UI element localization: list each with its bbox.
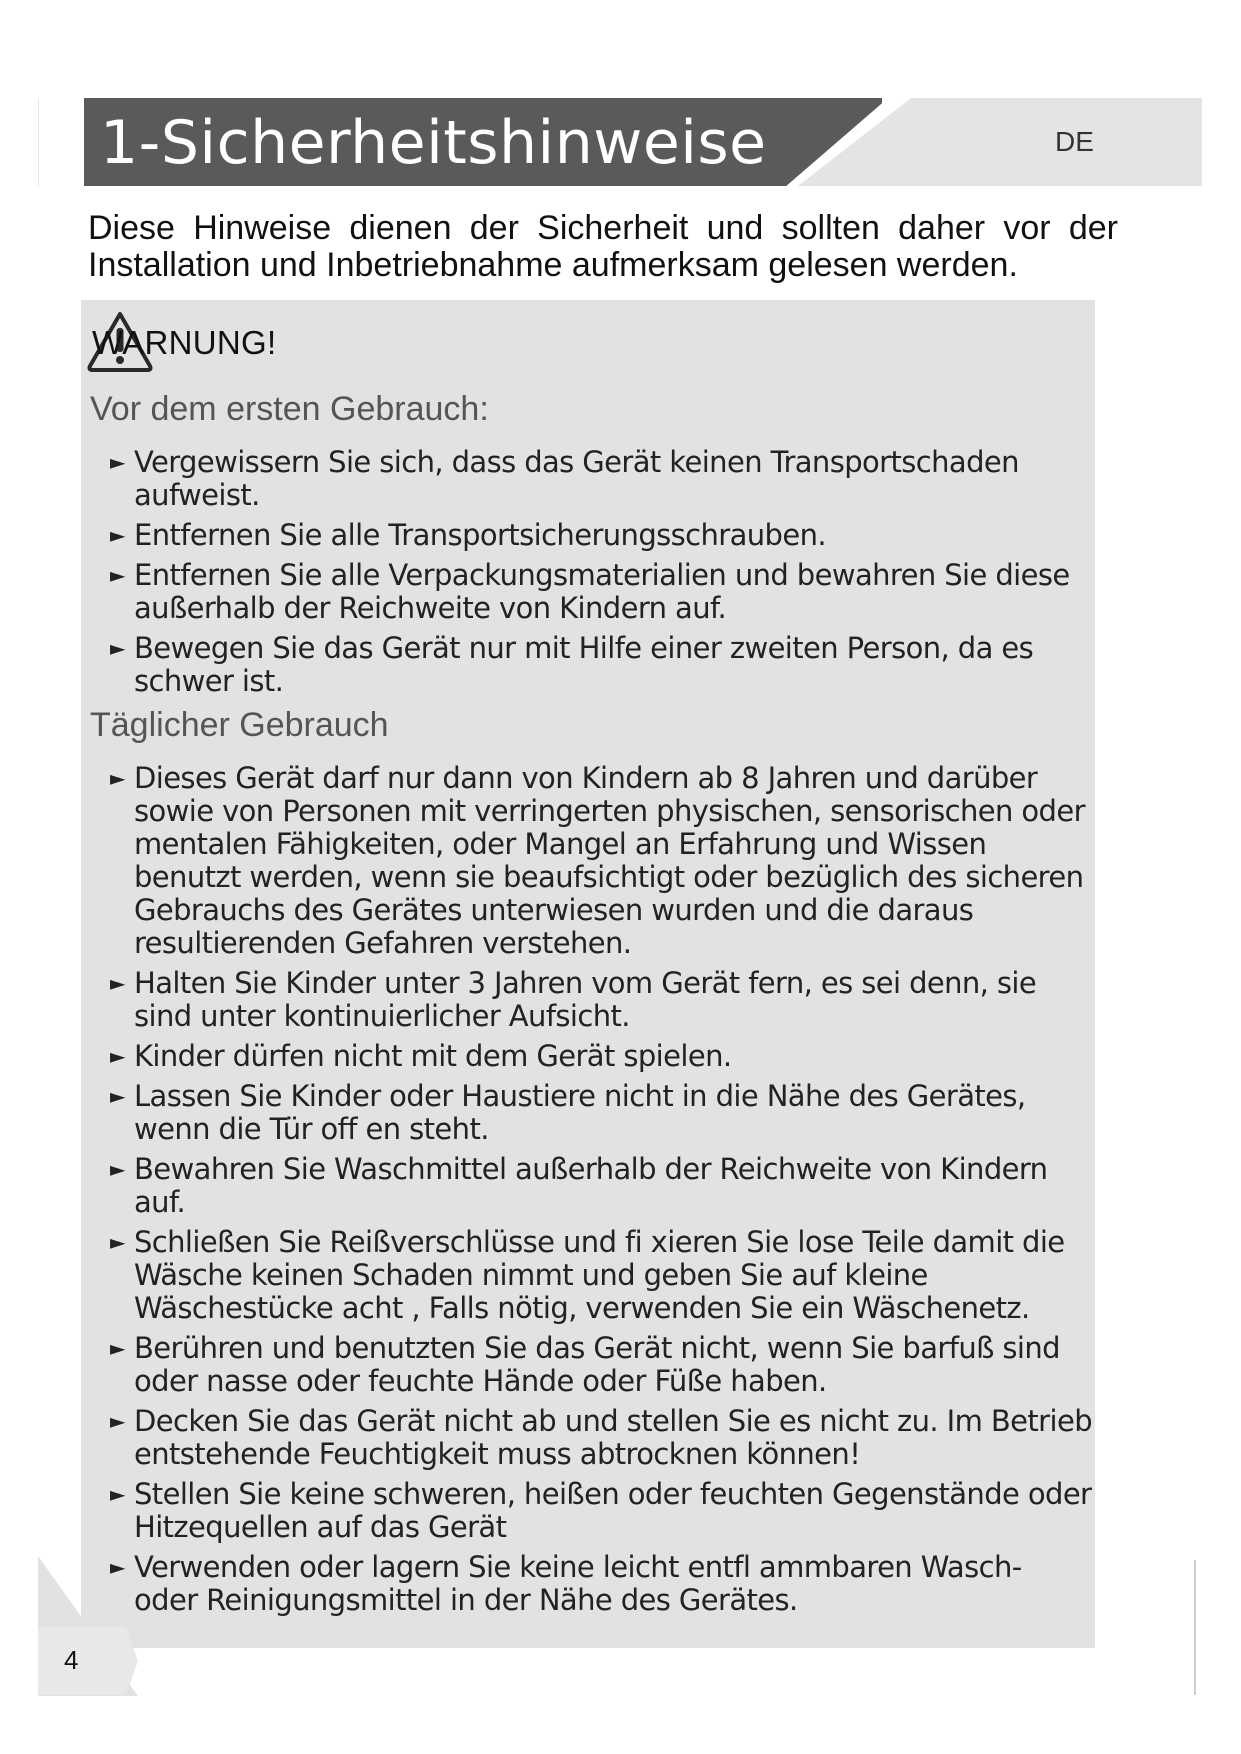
- first-use-list: [112, 446, 1092, 705]
- list-item: ► Vergewissern Sie sich, dass das Gerät keinen Transportschaden aufweist.: [110, 445, 1019, 512]
- section-heading-daily-use: Täglicher Gebrauch: [90, 706, 389, 744]
- bullet-arrow-icon: ►: [110, 971, 125, 995]
- bullet-arrow-icon: ►: [110, 1555, 125, 1579]
- bullet-arrow-icon: ►: [110, 1409, 125, 1433]
- list-item: ► Halten Sie Kinder unter 3 Jahren vom Gerät fern, es sei denn, sie sind unter kontinuierlicher Aufsicht.: [110, 966, 1037, 1033]
- list-item: ► Dieses Gerät darf nur dann von Kindern ab 8 Jahren und darüber sowie von Personen mit verringerten physischen, sensorischen oder mentalen Fähigkeiten, oder Mangel an Erfahrung und Wissen benutzt werden, wenn sie beaufsichtigt oder bezüglich des sicheren Gebrauchs des Gerätes unterwiesen wurden und die daraus resultierenden Gefahren verstehen.: [110, 761, 1085, 960]
- list-item: ► Stellen Sie keine schweren, heißen oder feuchten Gegenstände oder Hitzequellen auf das Gerät: [110, 1477, 1092, 1544]
- page-edge-line: [38, 98, 39, 186]
- list-item: ► Berühren und benutzten Sie das Gerät nicht, wenn Sie barfuß sind oder nasse oder feuchte Hände oder Füße haben.: [110, 1331, 1060, 1398]
- warning-label: WARNUNG!: [92, 324, 277, 361]
- page-number-tab: [38, 1627, 138, 1695]
- page-edge-line: [1194, 1560, 1196, 1695]
- bullet-arrow-icon: ►: [110, 766, 125, 790]
- page-number: 4: [64, 1645, 79, 1675]
- bullet-arrow-icon: ►: [110, 1084, 125, 1108]
- bullet-arrow-icon: ►: [110, 1336, 125, 1360]
- list-item: ► Entfernen Sie alle Verpackungsmaterialien und bewahren Sie diese außerhalb der Reichweite von Kindern auf.: [110, 558, 1070, 625]
- bullet-arrow-icon: ►: [110, 563, 125, 587]
- list-item: ► Verwenden oder lagern Sie keine leicht entfl ammbaren Wasch- oder Reinigungsmittel in der Nähe des Gerätes.: [110, 1550, 1022, 1617]
- language-code: DE: [1055, 126, 1094, 157]
- bullet-arrow-icon: ►: [110, 1157, 125, 1181]
- list-item: ► Kinder dürfen nicht mit dem Gerät spielen.: [110, 1039, 732, 1073]
- bullet-arrow-icon: ►: [110, 1044, 125, 1068]
- list-item: ► Bewahren Sie Waschmittel außerhalb der Reichweite von Kindern auf.: [110, 1152, 1048, 1219]
- page-title: 1-Sicherheitshinweise: [100, 108, 767, 178]
- list-item: ► Entfernen Sie alle Transportsicherungsschrauben.: [110, 518, 826, 552]
- bullet-arrow-icon: ►: [110, 636, 125, 660]
- bullet-arrow-icon: ►: [110, 523, 125, 547]
- section-heading-first-use: Vor dem ersten Gebrauch:: [90, 390, 489, 428]
- list-item: ► Schließen Sie Reißverschlüsse und fi xieren Sie lose Teile damit die Wäsche keinen Schaden nimmt und geben Sie auf kleine Wäschestücke acht , Falls nötig, verwenden Sie ein Wäschenetz.: [110, 1225, 1065, 1325]
- list-item: ► Decken Sie das Gerät nicht ab und stellen Sie es nicht zu. Im Betrieb entstehende Feuchtigkeit muss abtrocknen können!: [110, 1404, 1092, 1471]
- list-item: ► Lassen Sie Kinder oder Haustiere nicht in die Nähe des Gerätes, wenn die Tür off en steht.: [110, 1079, 1026, 1146]
- bullet-arrow-icon: ►: [110, 450, 125, 474]
- list-item: ► Bewegen Sie das Gerät nur mit Hilfe einer zweiten Person, da es schwer ist.: [110, 631, 1034, 698]
- intro-text: Diese Hinweise dienen der Sicherheit und sollten daher vor der Installation und Inbetriebnahme aufmerksam gelesen werden.: [88, 209, 1118, 284]
- daily-use-list: [112, 762, 1092, 1624]
- bullet-arrow-icon: ►: [110, 1230, 125, 1254]
- bullet-arrow-icon: ►: [110, 1482, 125, 1506]
